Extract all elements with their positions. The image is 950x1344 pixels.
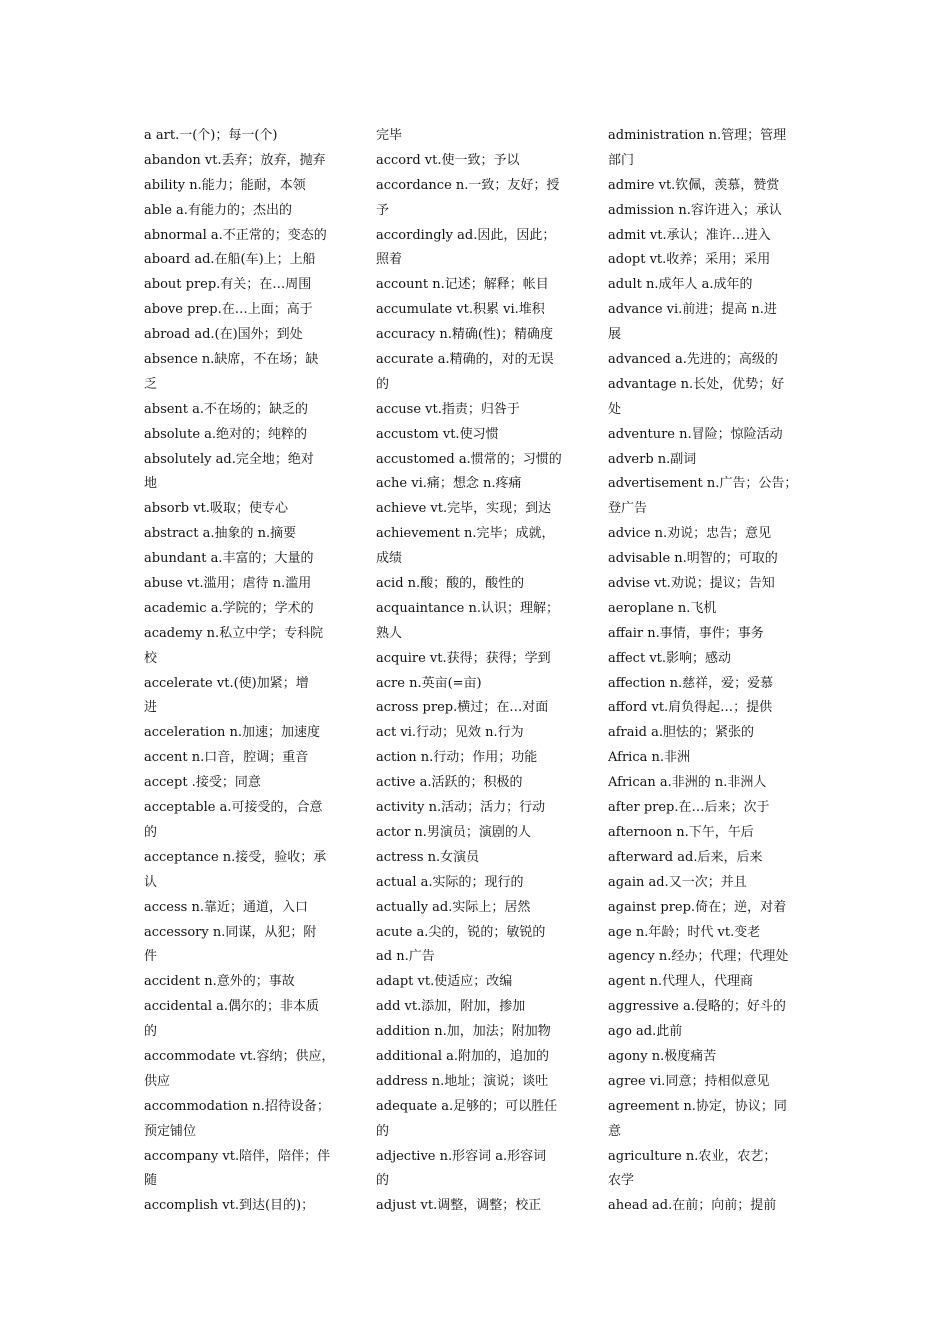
entry-line: accommodate vt.容纳；供应， bbox=[144, 1048, 335, 1064]
entry-line: academy n.私立中学；专科院 bbox=[144, 625, 324, 641]
entry-line: account n.记述；解释；帐目 bbox=[376, 277, 549, 293]
entry-line: African a.非洲的 n.非洲人 bbox=[608, 775, 767, 791]
entry-line: accessory n.同谋，从犯；附 bbox=[144, 924, 317, 940]
entry-line: 供应 bbox=[144, 1073, 171, 1089]
entry-line: ad n.广告 bbox=[376, 949, 435, 965]
entry-line: adapt vt.使适应；改编 bbox=[376, 974, 513, 990]
entry-line: 认 bbox=[144, 874, 158, 890]
entry-line: agree vi.同意；持相似意见 bbox=[608, 1073, 770, 1089]
entry-line: accept .接受；同意 bbox=[144, 775, 261, 791]
entry-line: advertisement n.广告；公告； bbox=[608, 476, 798, 492]
entry-line: ahead ad.在前；向前；提前 bbox=[608, 1198, 777, 1214]
entry-line: accommodation n.招待设备； bbox=[144, 1098, 330, 1114]
entry-line: acquaintance n.认识；理解； bbox=[376, 600, 559, 616]
entry-line: ache vi.痛；想念 n.疼痛 bbox=[376, 476, 522, 492]
entry-line: academic a.学院的；学术的 bbox=[144, 600, 314, 616]
entry-line: 意 bbox=[608, 1123, 622, 1139]
entry-line: agency n.经办；代理；代理处 bbox=[608, 949, 789, 965]
entry-line: accuse vt.指责；归咎于 bbox=[376, 401, 520, 417]
entry-line: 的 bbox=[144, 824, 158, 840]
entry-line: address n.地址；演说；谈吐 bbox=[376, 1073, 549, 1089]
entry-line: agony n.极度痛苦 bbox=[608, 1048, 717, 1064]
entry-line: 地 bbox=[144, 476, 158, 492]
entry-line: acre n.英亩(=亩) bbox=[376, 675, 482, 691]
entry-line: 进 bbox=[144, 700, 158, 716]
entry-line: agriculture n.农业，农艺； bbox=[608, 1148, 777, 1164]
entry-line: a art.一(个)；每一(个) bbox=[144, 128, 278, 143]
entry-line: again ad.又一次；并且 bbox=[608, 874, 747, 890]
entry-line: above prep.在…上面；高于 bbox=[144, 302, 313, 318]
entry-line: 予 bbox=[376, 202, 390, 218]
entry-line: actual a.实际的；现行的 bbox=[376, 874, 524, 890]
entry-line: ago ad.此前 bbox=[608, 1024, 683, 1040]
entry-line: advance vi.前进；提高 n.进 bbox=[608, 302, 777, 318]
entry-line: 处 bbox=[608, 401, 622, 417]
entry-line: against prep.倚在；逆，对着 bbox=[608, 899, 787, 915]
entry-line: admission n.容许进入；承认 bbox=[608, 202, 782, 218]
entry-line: abstract a.抽象的 n.摘要 bbox=[144, 526, 297, 542]
entry-line: abundant a.丰富的；大量的 bbox=[144, 551, 314, 567]
entry-line: about prep.有关；在…周围 bbox=[144, 277, 312, 293]
entry-line: accuracy n.精确(性)；精确度 bbox=[376, 327, 554, 343]
entry-line: affair n.事情，事件；事务 bbox=[608, 625, 764, 641]
entry-line: accompany vt.陪伴，陪伴；伴 bbox=[144, 1148, 331, 1164]
entry-line: acceptable a.可接受的，合意 bbox=[144, 800, 323, 816]
entry-line: admit vt.承认；准许…进入 bbox=[608, 227, 771, 243]
entry-line: acid n.酸；酸的，酸性的 bbox=[376, 576, 525, 592]
entry-line: advise vt.劝说；提议；告知 bbox=[608, 576, 775, 592]
entry-line: advice n.劝说；忠告；意见 bbox=[608, 526, 772, 542]
entry-line: 完毕 bbox=[376, 128, 403, 143]
entry-line: after prep.在…后来；次于 bbox=[608, 800, 770, 816]
entry-line: accelerate vt.(使)加紧；增 bbox=[144, 675, 309, 691]
entry-line: actor n.男演员；演剧的人 bbox=[376, 824, 531, 840]
entry-line: advisable n.明智的；可取的 bbox=[608, 551, 778, 567]
entry-line: adult n.成年人 a.成年的 bbox=[608, 277, 753, 293]
entry-line: acquire vt.获得；获得；学到 bbox=[376, 650, 551, 666]
entry-line: adopt vt.收养；采用；采用 bbox=[608, 252, 771, 268]
entry-line: achieve vt.完毕，实现；到达 bbox=[376, 501, 552, 517]
entry-line: 的 bbox=[376, 1123, 390, 1139]
entry-line: advantage n.长处，优势；好 bbox=[608, 376, 785, 392]
entry-line: acceleration n.加速；加速度 bbox=[144, 725, 321, 741]
entry-line: absolutely ad.完全地；绝对 bbox=[144, 451, 314, 467]
entry-line: 随 bbox=[144, 1173, 158, 1189]
entry-line: afternoon n.下午，午后 bbox=[608, 824, 754, 840]
entry-line: 预定铺位 bbox=[144, 1123, 197, 1139]
entry-line: age n.年龄；时代 vt.变老 bbox=[608, 924, 761, 940]
entry-line: actress n.女演员 bbox=[376, 849, 480, 865]
entry-line: abroad ad.(在)国外；到处 bbox=[144, 327, 303, 343]
entry-line: 件 bbox=[144, 949, 158, 965]
entry-line: additional a.附加的，追加的 bbox=[376, 1048, 550, 1064]
word-column-2 bbox=[376, 124, 576, 1219]
entry-line: 乏 bbox=[144, 376, 158, 392]
entry-line: accordance n.一致；友好；授 bbox=[376, 177, 560, 193]
entry-line: administration n.管理；管理 bbox=[608, 128, 787, 143]
entry-line: absorb vt.吸取；使专心 bbox=[144, 501, 288, 517]
entry-line: 部门 bbox=[608, 152, 635, 168]
entry-line: adverb n.副词 bbox=[608, 451, 697, 467]
entry-line: 照着 bbox=[376, 252, 403, 268]
entry-line: accidental a.偶尔的；非本质 bbox=[144, 999, 320, 1015]
entry-line: advanced a.先进的；高级的 bbox=[608, 352, 778, 368]
entry-line: add vt.添加，附加，掺加 bbox=[376, 999, 526, 1015]
entry-line: 农学 bbox=[608, 1173, 635, 1189]
entry-line: adequate a.足够的；可以胜任 bbox=[376, 1098, 558, 1114]
entry-line: act vi.行动；见效 n.行为 bbox=[376, 725, 524, 741]
entry-line: aggressive a.侵略的；好斗的 bbox=[608, 999, 786, 1015]
entry-line: absence n.缺席，不在场；缺 bbox=[144, 352, 319, 368]
entry-line: absolute a.绝对的；纯粹的 bbox=[144, 426, 308, 442]
entry-line: afford vt.肩负得起…；提供 bbox=[608, 700, 773, 716]
entry-line: adventure n.冒险；惊险活动 bbox=[608, 426, 783, 442]
entry-line: absent a.不在场的；缺乏的 bbox=[144, 401, 309, 417]
entry-line: accustom vt.使习惯 bbox=[376, 426, 499, 442]
entry-line: admire vt.钦佩，羡慕，赞赏 bbox=[608, 177, 780, 193]
entry-line: achievement n.完毕；成就， bbox=[376, 526, 555, 542]
entry-line: action n.行动；作用；功能 bbox=[376, 750, 538, 766]
entry-line: afterward ad.后来，后来 bbox=[608, 849, 763, 865]
entry-line: able a.有能力的；杰出的 bbox=[144, 202, 292, 218]
entry-line: accent n.口音，腔调；重音 bbox=[144, 750, 309, 766]
entry-line: adjust vt.调整，调整；校正 bbox=[376, 1198, 542, 1214]
entry-line: aboard ad.在船(车)上；上船 bbox=[144, 252, 316, 268]
entry-line: acceptance n.接受，验收；承 bbox=[144, 849, 327, 865]
entry-line: 的 bbox=[376, 376, 390, 392]
entry-line: affect vt.影响；感动 bbox=[608, 650, 732, 666]
entry-line: actually ad.实际上；居然 bbox=[376, 899, 531, 915]
entry-line: abandon vt.丢弃；放弃，抛弃 bbox=[144, 152, 326, 168]
entry-line: ability n.能力；能耐，本领 bbox=[144, 177, 306, 193]
entry-line: 成绩 bbox=[376, 551, 403, 567]
entry-line: activity n.活动；活力；行动 bbox=[376, 800, 546, 816]
entry-line: 校 bbox=[144, 650, 158, 666]
entry-line: abnormal a.不正常的；变态的 bbox=[144, 227, 327, 243]
entry-line: accident n.意外的；事故 bbox=[144, 974, 295, 990]
entry-line: affection n.慈祥，爱；爱慕 bbox=[608, 675, 774, 691]
entry-line: afraid a.胆怯的；紧张的 bbox=[608, 725, 755, 741]
entry-line: access n.靠近；通道，入口 bbox=[144, 899, 308, 915]
entry-line: 登广告 bbox=[608, 501, 648, 517]
entry-line: aeroplane n.飞机 bbox=[608, 600, 717, 616]
entry-line: accordingly ad.因此，因此； bbox=[376, 227, 556, 243]
entry-line: 展 bbox=[608, 327, 622, 343]
word-column-3 bbox=[608, 124, 808, 1219]
entry-line: active a.活跃的；积极的 bbox=[376, 775, 523, 791]
entry-line: 的 bbox=[144, 1024, 158, 1040]
entry-line: accurate a.精确的，对的无误 bbox=[376, 352, 554, 368]
entry-line: accomplish vt.到达(目的)； bbox=[144, 1198, 315, 1214]
entry-line: agent n.代理人，代理商 bbox=[608, 974, 753, 990]
entry-line: adjective n.形容词 a.形容词 bbox=[376, 1148, 547, 1164]
entry-line: 的 bbox=[376, 1173, 390, 1189]
entry-line: accord vt.使一致；予以 bbox=[376, 152, 520, 168]
entry-line: addition n.加，加法；附加物 bbox=[376, 1024, 551, 1040]
entry-line: Africa n.非洲 bbox=[608, 750, 691, 766]
entry-line: 熟人 bbox=[376, 625, 403, 641]
entry-line: acute a.尖的，锐的；敏锐的 bbox=[376, 924, 546, 940]
entry-line: accumulate vt.积累 vi.堆积 bbox=[376, 302, 545, 318]
entry-line: agreement n.协定，协议；同 bbox=[608, 1098, 787, 1114]
word-column-1 bbox=[144, 124, 344, 1219]
entry-line: across prep.横过；在…对面 bbox=[376, 700, 549, 716]
entry-line: abuse vt.滥用；虐待 n.滥用 bbox=[144, 576, 312, 592]
entry-line: accustomed a.惯常的；习惯的 bbox=[376, 451, 562, 467]
